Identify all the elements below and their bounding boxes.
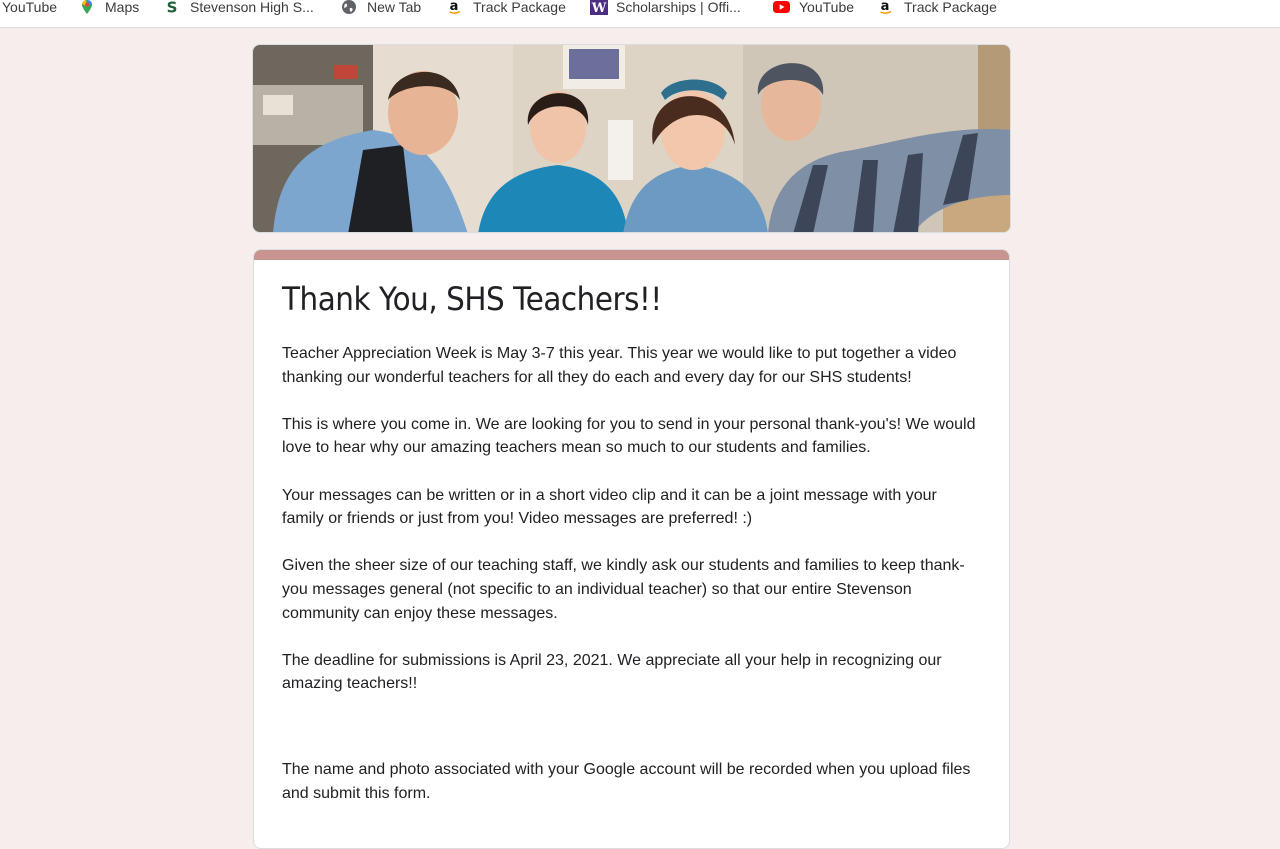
description-paragraph: Given the sheer size of our teaching staff, we kindly ask our students and families to keep thank-you messages general (not specific to an individual teacher) so that our entire Stevenson community can enjoy these messages.: [282, 557, 965, 622]
bookmark-stevenson-high[interactable]: [164, 0, 314, 17]
bookmark-label: Maps: [105, 0, 140, 15]
amazon-icon: [447, 0, 463, 15]
bookmark-track-package[interactable]: [447, 0, 566, 17]
form-description-card: [253, 249, 1010, 849]
svg-text:W: W: [591, 1, 607, 15]
account-notice: The name and photo associated with your Google account will be recorded when you upload files and submit this form.: [282, 761, 971, 802]
bookmark-scholarships[interactable]: [590, 0, 741, 17]
bookmarks-bar: [0, 0, 1280, 28]
card-accent-bar: [254, 250, 1009, 260]
bookmark-label: Stevenson High S...: [190, 0, 314, 15]
bookmark-maps[interactable]: [79, 0, 139, 17]
svg-text:a: a: [880, 0, 890, 14]
bookmark-label: Scholarships | Offi...: [616, 0, 741, 15]
bookmark-label: Track Package: [904, 0, 997, 15]
bookmark-youtube[interactable]: [2, 0, 57, 17]
description-paragraph: Teacher Appreciation Week is May 3-7 this year. This year we would like to put together a video thanking our wonderful teachers for all they do each and every day for our SHS students!: [282, 345, 957, 386]
maps-pin-icon: [79, 0, 95, 15]
form-description: [282, 342, 982, 720]
youtube-icon: [773, 0, 789, 15]
bookmark-track-package-2[interactable]: [878, 0, 997, 17]
bookmark-label: New Tab: [367, 0, 422, 15]
bookmark-new-tab[interactable]: [341, 0, 421, 17]
svg-text:a: a: [449, 0, 459, 14]
form-title: Thank You, SHS Teachers!!: [282, 280, 662, 318]
amazon-icon: [878, 0, 894, 15]
bookmark-youtube-2[interactable]: [773, 0, 854, 17]
description-paragraph: Your messages can be written or in a short video clip and it can be a joint message with your family or friends or just from you! Video messages are preferred! :): [282, 486, 937, 528]
description-paragraph: This is where you come in. We are looking for you to send in your personal thank-you's! We would love to hear why our amazing teachers mean so much to our students and families.: [282, 415, 976, 457]
globe-icon: [341, 0, 357, 15]
uw-w-icon: [590, 0, 606, 15]
bookmark-label: Track Package: [473, 0, 566, 15]
svg-text:S: S: [166, 0, 178, 15]
stevenson-s-icon: [164, 0, 180, 15]
description-paragraph: The deadline for submissions is April 23, 2021. We appreciate all your help in recognizing our amazing teachers!!: [282, 651, 942, 693]
bookmark-label: YouTube: [799, 0, 855, 15]
bookmark-label: YouTube: [2, 0, 58, 15]
form-header-image: [252, 44, 1011, 233]
